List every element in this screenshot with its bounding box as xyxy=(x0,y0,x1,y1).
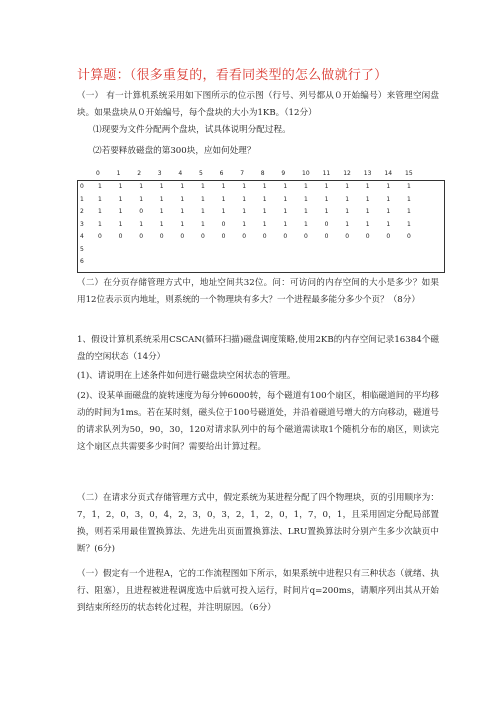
bitmap-cell: 1 xyxy=(118,208,123,215)
question-1-sub1: ⑴现要为文件分配两个盘块，试具体说明分配过程。 xyxy=(93,125,291,135)
bitmap-cell: 1 xyxy=(304,183,308,190)
bitmap-cell: 1 xyxy=(365,195,370,203)
bitmap-cell: 1 xyxy=(386,195,391,203)
bitmap-cell: 1 xyxy=(180,195,185,203)
bitmap-cell: 0 xyxy=(242,233,247,240)
bitmap-cell: 1 xyxy=(407,220,411,228)
question-1-text: （一） 有一计算机系统采用如下图所示的位示图（行号、列号都从０开始编号）来管理空闲盘块。如果盘块从０开始编号，每个盘块的大小为1KB。（12分） xyxy=(77,91,439,118)
question-4-text: （二）在请求分页式存储管理方式中，假定系统为某进程分配了四个物理块，页的引用顺序为：7，1，2，0，3，0，4，2，3，0，3，2，1，2，0，1，7，0，1，且采用固定分配局部置换，则若采用最佳置换算法、先进先出页面置换算法、LRU置换算法时分别产生多少次缺页中断？(6分) xyxy=(77,493,439,554)
bitmap-cell: 0 xyxy=(345,233,350,240)
bitmap-cell: 1 xyxy=(242,208,247,215)
bitmap-cell: 1 xyxy=(324,195,329,203)
bitmap-cell: 1 xyxy=(139,183,144,190)
bitmap-cell: 1 xyxy=(221,208,226,215)
bitmap-cell: 1 xyxy=(283,195,288,203)
bitmap-cell: 1 xyxy=(345,195,350,203)
bitmap-col-header: 4 xyxy=(178,170,183,177)
bitmap-cell: 1 xyxy=(262,220,267,228)
bitmap-col-header: 2 xyxy=(137,170,142,177)
question-3a-text: (1)、请说明在上述条件如何进行磁盘块空闲状态的管理。 xyxy=(77,371,296,381)
bitmap-cell: 0 xyxy=(98,233,102,240)
bitmap-cell: 1 xyxy=(262,195,267,203)
bitmap-cell: 1 xyxy=(98,183,102,190)
bitmap-cell: 1 xyxy=(159,208,164,215)
bitmap-col-header: 5 xyxy=(199,170,203,177)
bitmap-row-label: 4 xyxy=(80,233,84,240)
bitmap-cell: 1 xyxy=(304,208,308,215)
bitmap-cell: 0 xyxy=(118,233,123,240)
bitmap-cell: 0 xyxy=(159,233,164,240)
bitmap-cell: 1 xyxy=(386,220,391,228)
bitmap-cell: 0 xyxy=(139,208,144,215)
question-3b-text: (2)、设某单面磁盘的旋转速度为每分钟6000转，每个磁道有100个扇区，相临磁道间的平均移动的时间为1ms。若在某时刻，磁头位于100号磁道处，并沿着磁道号增大的方向移动，磁道号的请求队列为50，90，30，120对请求队列中的每个磁道需读取1个随机分布的扇区，则读完这个扇区点共需要多少时间？需要给出计算过程。 xyxy=(77,391,439,452)
bitmap-cell: 1 xyxy=(407,195,411,203)
bitmap-cell: 0 xyxy=(324,233,329,240)
bitmap-col-header: 12 xyxy=(343,170,351,177)
bitmap-cell: 1 xyxy=(386,208,391,215)
bitmap-col-header: 6 xyxy=(219,170,224,177)
bitmap-cell: 0 xyxy=(201,233,205,240)
bitmap-cell: 1 xyxy=(242,183,247,190)
bitmap-cell: 1 xyxy=(304,195,308,203)
bitmap-cell: 1 xyxy=(262,183,267,190)
question-1-sub2: ⑵若要释放磁盘的第300块，应如何处理？ xyxy=(93,146,256,156)
bitmap-cell: 1 xyxy=(201,208,205,215)
bitmap-col-header: 14 xyxy=(384,170,393,177)
bitmap-cell: 0 xyxy=(283,233,288,240)
bitmap-cell: 1 xyxy=(180,208,185,215)
bitmap-cell: 1 xyxy=(139,220,144,228)
bitmap-cell: 0 xyxy=(221,220,226,228)
bitmap-cell: 1 xyxy=(407,183,411,190)
question-3-text: 1、假设计算机系统采用CSCAN(循环扫描)磁盘调度策略,使用2KB的内存空间记录16384个磁盘的空闲状态（14分） xyxy=(77,335,439,362)
bitmap-cell: 1 xyxy=(324,183,329,190)
bitmap-cell: 1 xyxy=(345,220,350,228)
page-title: 计算题：（很多重复的，看看同类型的怎么做就行了） xyxy=(77,68,388,83)
bitmap-cell: 1 xyxy=(365,208,370,215)
bitmap-cell: 0 xyxy=(304,233,308,240)
bitmap-cell: 0 xyxy=(180,233,185,240)
bitmap-col-header: 0 xyxy=(96,170,100,177)
bitmap-cell: 1 xyxy=(221,195,226,203)
bitmap-cell: 1 xyxy=(118,220,123,228)
bitmap-cell: 1 xyxy=(139,195,144,203)
bitmap-col-header: 11 xyxy=(322,170,331,177)
bitmap-cell: 0 xyxy=(262,233,267,240)
bitmap-cell: 1 xyxy=(324,208,329,215)
bitmap-cell: 1 xyxy=(407,208,411,215)
bitmap-cell: 1 xyxy=(386,183,391,190)
bitmap-col-header: 8 xyxy=(260,170,265,177)
bitmap-cell: 1 xyxy=(242,220,247,228)
bitmap-cell: 0 xyxy=(221,233,226,240)
bitmap-cell: 1 xyxy=(283,183,288,190)
bitmap-cell: 1 xyxy=(262,208,267,215)
bitmap-cell: 1 xyxy=(98,195,102,203)
bitmap-col-header: 13 xyxy=(363,170,372,177)
question-2-text: （二）在分页存储管理方式中，地址空间共32位。问：可访问的内存空间的大小是多少？如果用12位表示页内地址，则系统的一个物理块有多大？一个进程最多能分多少个页？（8分） xyxy=(77,278,439,305)
bitmap-cell: 1 xyxy=(118,183,123,190)
bitmap-cell: 1 xyxy=(98,208,102,215)
bitmap-row-label: 1 xyxy=(80,195,84,203)
bitmap-cell: 1 xyxy=(159,220,164,228)
bitmap-cell: 1 xyxy=(201,183,205,190)
bitmap-row-label: 5 xyxy=(80,245,84,253)
bitmap-col-header: 1 xyxy=(116,170,121,177)
bitmap-col-header: 3 xyxy=(157,170,162,177)
bitmap-row-label: 3 xyxy=(80,220,84,228)
bitmap-cell: 0 xyxy=(386,233,391,240)
bitmap-cell: 1 xyxy=(283,208,288,215)
bitmap-cell: 1 xyxy=(345,208,350,215)
bitmap-cell: 1 xyxy=(180,220,185,228)
bitmap-cell: 1 xyxy=(221,183,226,190)
bitmap-cell: 1 xyxy=(304,220,308,228)
bitmap-cell: 1 xyxy=(180,183,185,190)
bitmap-col-header: 9 xyxy=(281,170,286,177)
bitmap-row-label: 2 xyxy=(80,208,84,215)
bitmap-cell: 1 xyxy=(159,183,164,190)
bitmap-cell: 1 xyxy=(283,220,288,228)
bitmap-cell: 1 xyxy=(159,195,164,203)
bitmap-row-label: 0 xyxy=(80,183,84,190)
bitmap-col-header: 15 xyxy=(405,170,413,177)
bitmap-row-label: 6 xyxy=(80,258,84,265)
bitmap-cell: 0 xyxy=(139,233,144,240)
bitmap-cell: 0 xyxy=(365,233,370,240)
bitmap-cell: 0 xyxy=(407,233,411,240)
bitmap-cell: 1 xyxy=(118,195,123,203)
bitmap-cell: 1 xyxy=(365,220,370,228)
bitmap-cell: 1 xyxy=(201,220,205,228)
bitmap-col-header: 10 xyxy=(302,170,310,177)
bitmap-cell: 1 xyxy=(98,220,102,228)
bitmap-cell: 1 xyxy=(242,195,247,203)
bitmap-cell: 1 xyxy=(201,195,205,203)
bitmap-col-header: 7 xyxy=(240,170,245,177)
bitmap-cell: 0 xyxy=(324,220,329,228)
bitmap-cell: 1 xyxy=(345,183,350,190)
question-5-text: （一）假定有一个进程A，它的工作流程图如下所示，如果系统中进程只有三种状态（就绪、执行、阻塞），且进程被进程调度选中后就可投入运行，时间片q=200ms，请顺序列出其从开始到结束所经历的状态转化过程，并注明原因。（6分） xyxy=(77,569,439,613)
bitmap-cell: 1 xyxy=(365,183,370,190)
